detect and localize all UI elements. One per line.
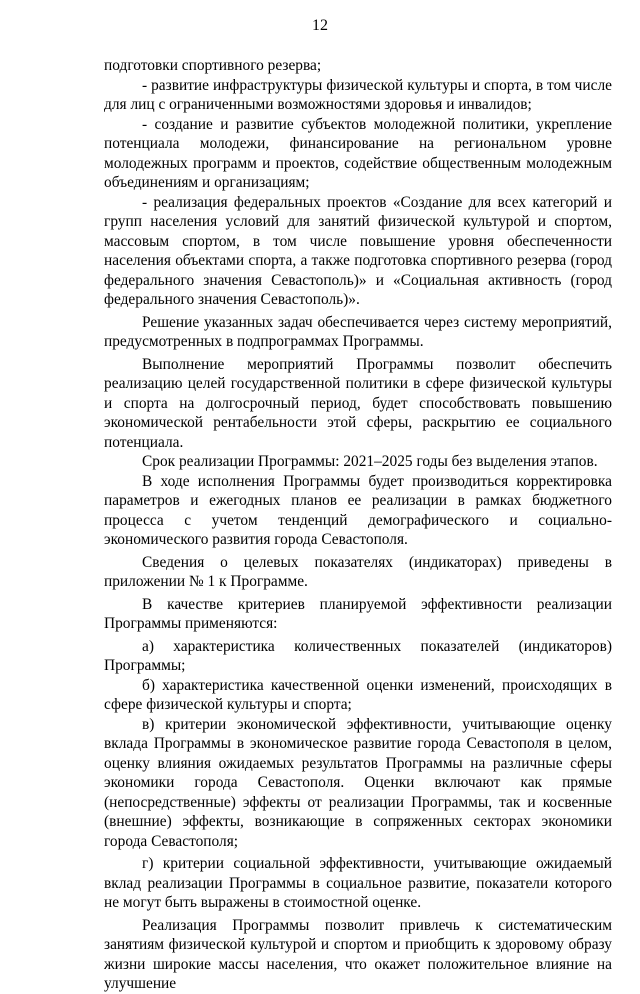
criteria-item-b: б) характеристика качественной оценки изменений, происходящих в сфере физической культуры и спорта;	[104, 676, 612, 713]
list-item-youth-policy: - создание и развитие субъектов молодежной политики, укрепление потенциала молодежи, финансирование на региональном уровне молодежных программ и проектов, содействие общественным молодежным объединениям и организациям;	[104, 115, 612, 191]
criteria-item-d: г) критерии социальной эффективности, учитывающие ожидаемый вклад реализации Программы в социальное развитие, показатели которого не могут быть выражены в стоимостной оценке.	[104, 855, 612, 911]
page-number: 12	[312, 17, 328, 34]
paragraph-program-goals: Выполнение мероприятий Программы позволит обеспечить реализацию целей государственной политики в сфере физической культуры и спорта на долгосрочный период, будет способствовать повышению экономической рентабельности этой сферы, раскрытию ее социального потенциала.	[104, 355, 612, 451]
document-body	[104, 56, 612, 994]
list-item-federal-projects: - реализация федеральных проектов «Создание для всех категорий и групп населения условий для занятий физической культурой и спортом, массовым спортом, в том числе повышение уровня обеспеченности населения объектами спорта, а также подготовка спортивного резерва (город федерального значения Севастополь)» и «Социальная активность (город федерального значения Севастополь)».	[104, 193, 612, 308]
paragraph-criteria-intro: В качестве критериев планируемой эффективности реализации Программы применяются:	[104, 595, 612, 632]
list-item-infrastructure: - развитие инфраструктуры физической культуры и спорта, в том числе для лиц с ограниченными возможностями здоровья и инвалидов;	[104, 76, 612, 113]
paragraph-adjustments: В ходе исполнения Программы будет производиться корректировка параметров и ежегодных планов ее реализации в рамках бюджетного процесса с учетом тенденций демографического и социально-экономического развития города Севастополя.	[104, 472, 612, 548]
criteria-item-a: а) характеристика количественных показателей (индикаторов) Программы;	[104, 637, 612, 674]
criteria-item-c: в) критерии экономической эффективности, учитывающие оценку вклада Программы в экономическое развитие города Севастополя в целом, оценку влияния ожидаемых результатов Программы на различные сферы экономики города Севастополя. Оценки включают как прямые (непосредственные) эффекты от реализации Программы, так и косвенные (внешние) эффекты, возникающие в сопряженных секторах экономики города Севастополя;	[104, 715, 612, 850]
paragraph-program-impact: Реализация Программы позволит привлечь к систематическим занятиям физической культурой и спортом и приобщить к здоровому образу жизни широкие массы населения, что окажет положительное влияние на улучшение	[104, 916, 612, 992]
paragraph-program-term: Срок реализации Программы: 2021–2025 годы без выделения этапов.	[142, 453, 598, 470]
paragraph-indicators: Сведения о целевых показателях (индикаторах) приведены в приложении № 1 к Программе.	[104, 553, 612, 590]
paragraph-continuation: подготовки спортивного резерва;	[104, 57, 322, 74]
paragraph-tasks-solution: Решение указанных задач обеспечивается через систему мероприятий, предусмотренных в подпрограммах Программы.	[104, 313, 612, 350]
